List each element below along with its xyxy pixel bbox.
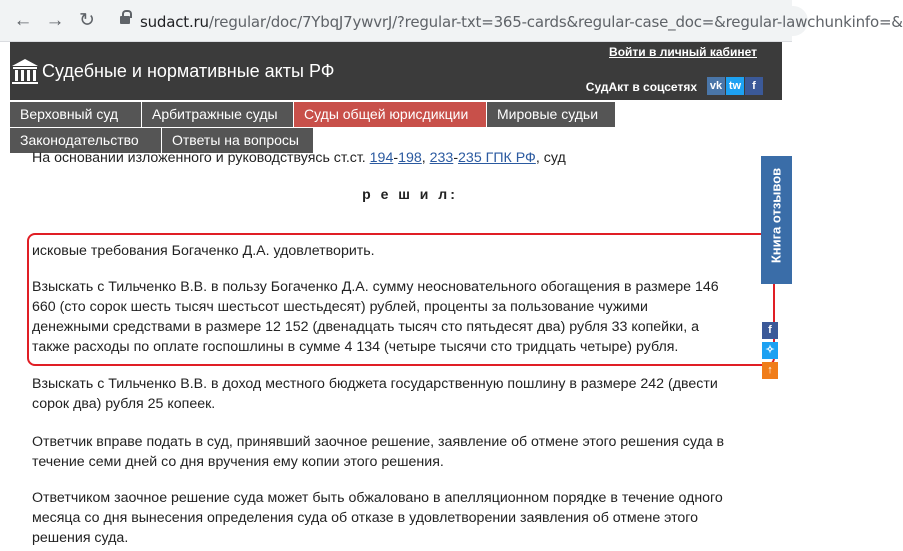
forward-icon[interactable]: →	[45, 10, 65, 31]
share-facebook-icon[interactable]: f	[762, 322, 778, 339]
decision-heading: р е ш и л:	[362, 186, 458, 202]
award-paragraph: Взыскать с Тильченко В.В. в пользу Богаченко Д.А. сумму неосновательного обогащения в размере 146 660 (сто сорок шесть тысяч шестьсот шестьдесят) рублей, проценты за пользование чужими денежными средствами в размере 12 152 (двенадцать тысяч сто пятьдесят два) рубля 33 копейки, а также расходы по оплате госпошлины в сумме 4 134 (четыре тысячи сто тридцать четыре) рубля.	[32, 279, 719, 355]
law-link-194[interactable]: 194	[369, 150, 394, 166]
law-link-198[interactable]: 198	[398, 150, 422, 166]
scroll-up-icon[interactable]: ↑	[762, 362, 778, 379]
share-twitter-icon[interactable]: ✧	[762, 342, 778, 359]
feedback-label: Книга отзывов	[768, 167, 784, 264]
reload-icon[interactable]: ↻	[79, 10, 95, 31]
address-bar[interactable]	[108, 6, 903, 36]
back-icon[interactable]: ←	[13, 10, 33, 31]
login-link[interactable]: Войти в личный кабинет	[609, 45, 757, 59]
duty-paragraph: Взыскать с Тильченко В.В. в доход местного бюджета государственную пошлину в размере 242 (двести сорок два) рубля 25 копеек.	[32, 376, 718, 412]
tab-answers[interactable]: Ответы на вопросы	[162, 128, 314, 153]
law-link-235[interactable]: 235 ГПК РФ	[458, 150, 536, 166]
twitter-icon[interactable]: tw	[726, 77, 744, 95]
lock-icon[interactable]	[120, 14, 130, 26]
appeal-paragraph: Ответчиком заочное решение суда может быть обжаловано в апелляционном порядке в течение одного месяца со дня вынесения определения суда об отказе в удовлетворении заявления об отмене этого решения суда.	[32, 490, 723, 546]
appeal-right-paragraph: Ответчик вправе подать в суд, принявший заочное решение, заявление об отмене этого решения суда в течение семи дней со дня вручения ему копии этого решения.	[32, 434, 725, 470]
facebook-icon[interactable]: f	[745, 77, 763, 95]
social-label: СудАкт в соцсетях	[585, 80, 697, 94]
claim-paragraph: исковые требования Богаченко Д.А. удовлетворить.	[32, 243, 375, 259]
document-body	[10, 150, 782, 551]
url-text[interactable]: sudact.ru/regular/doc/7YbqJ7ywvrJ/?regular-txt=365-cards&regular-case_doc=&regular-lawchunkinfo=&	[140, 13, 903, 31]
tab-legislation[interactable]: Законодательство	[10, 128, 162, 153]
courthouse-icon	[10, 56, 40, 86]
tab-arbitration-courts[interactable]: Арбитражные суды	[142, 102, 294, 127]
feedback-button[interactable]	[761, 156, 792, 284]
tab-general-courts[interactable]: Суды общей юрисдикции	[294, 102, 487, 127]
law-link-233[interactable]: 233	[429, 150, 454, 166]
site-header	[10, 42, 782, 100]
browser-toolbar	[0, 0, 903, 42]
tab-supreme-court[interactable]: Верховный суд	[10, 102, 142, 127]
tab-magistrates[interactable]: Мировые судьи	[487, 102, 616, 127]
main-nav	[10, 100, 782, 154]
intro-paragraph: На основании изложенного и руководствуясь ст.ст. 194-198, 233-235 ГПК РФ, суд	[32, 150, 566, 166]
site-title[interactable]: Судебные и нормативные акты РФ	[42, 61, 335, 81]
vk-icon[interactable]: vk	[707, 77, 725, 95]
